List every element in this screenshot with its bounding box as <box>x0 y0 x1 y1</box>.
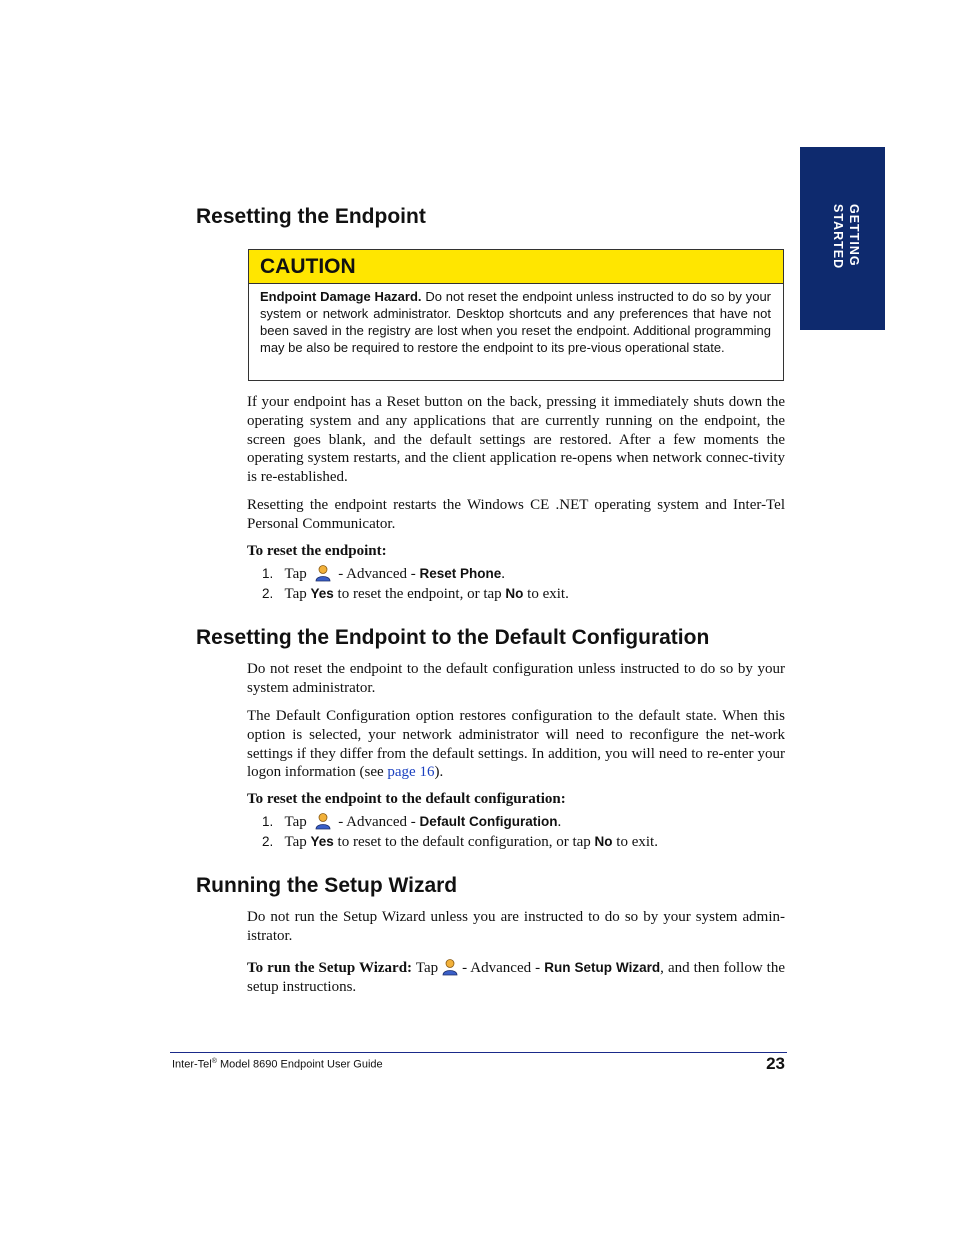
paragraph-text: ). <box>434 764 444 781</box>
paragraph-text: The Default Configuration option restores configuration to the default state. When this option is selected, your network administrator will need to reconfigure the net-work settings if they differ from the default settings. In addition, you will need to re-enter your logon information (see <box>247 708 785 781</box>
reset-step-1 <box>262 564 505 583</box>
ui-default-configuration: Default Configuration <box>419 814 558 829</box>
page-number: 23 <box>766 1054 785 1073</box>
side-tab-line2: STARTED <box>831 204 845 270</box>
caution-lead: Endpoint Damage Hazard. <box>260 289 422 304</box>
caution-box <box>248 249 784 381</box>
step-text: Tap <box>284 814 307 830</box>
heading-default-configuration: Resetting the Endpoint to the Default Configuration <box>196 626 710 649</box>
default-config-warning: Do not reset the endpoint to the default configuration unless instructed to do so by your system administrator. <box>247 661 785 696</box>
step-text: to reset the endpoint, or tap <box>337 586 502 602</box>
step-text: . <box>557 814 562 830</box>
caution-title: CAUTION <box>249 250 783 284</box>
default-step-2 <box>262 833 658 851</box>
procedure-heading-reset: To reset the endpoint: <box>247 543 387 559</box>
procedure-heading-default: To reset the endpoint to the default configuration: <box>247 791 566 807</box>
heading-setup-wizard: Running the Setup Wizard <box>196 874 458 897</box>
footer-guide-name: Model 8690 Endpoint User Guide <box>216 1058 383 1071</box>
person-icon <box>441 958 459 976</box>
step-text: - Advanced - <box>338 566 416 582</box>
step-number: 1. <box>262 814 274 829</box>
setup-wizard-instructions <box>247 958 785 997</box>
paragraph-text: , and then follow the setup instructions. <box>247 960 786 995</box>
registered-mark: ® <box>211 1058 217 1065</box>
default-config-description <box>247 707 785 782</box>
setup-wizard-lead: To run the Setup Wizard: <box>247 960 413 976</box>
ui-no: No <box>505 586 524 601</box>
step-number: 2. <box>262 834 274 849</box>
reset-restarts-note: Resetting the endpoint restarts the Windows CE .NET operating system and Inter-Tel Personal Communicator. <box>247 497 785 532</box>
step-text: Tap <box>284 586 307 602</box>
step-text: - Advanced - <box>338 814 416 830</box>
step-text: . <box>501 566 506 582</box>
reset-description: If your endpoint has a Reset button on the back, pressing it immediately shuts down the operating system and any applications that are currently running on the endpoint, the screen goes blank, and the default settings are restored. After a few moments the operating system restarts, and the client application re-opens when network connec-tivity is re-established. <box>247 394 785 486</box>
footer-rule <box>170 1052 787 1053</box>
ui-reset-phone: Reset Phone <box>419 566 502 581</box>
footer-title <box>172 1058 383 1071</box>
step-text: to exit. <box>527 586 569 602</box>
ui-run-setup-wizard: Run Setup Wizard <box>544 960 661 975</box>
section-side-tab <box>800 147 885 330</box>
ui-yes: Yes <box>310 834 334 849</box>
side-tab-line1: GETTING <box>847 204 861 267</box>
side-tab-label <box>830 204 862 269</box>
step-text: to exit. <box>616 834 658 850</box>
page-16-link[interactable]: page 16 <box>387 764 435 781</box>
default-step-1 <box>262 812 561 831</box>
footer-brand: Inter-Tel <box>172 1058 212 1071</box>
ui-no: No <box>594 834 613 849</box>
setup-wizard-warning: Do not run the Setup Wizard unless you are instructed to do so by your system admin-istrator. <box>247 909 785 944</box>
ui-yes: Yes <box>310 586 334 601</box>
step-number: 1. <box>262 566 274 581</box>
step-number: 2. <box>262 586 274 601</box>
reset-step-2 <box>262 585 569 603</box>
person-icon <box>314 812 332 830</box>
paragraph-text: - Advanced - <box>462 960 541 976</box>
caution-text: Do not reset the endpoint unless instructed to do so by your system or network administrator. Desktop shortcuts and any preferences that have not been saved in the registry are lost when you reset the endpoint. Additional programming may be also be required to restore the endpoint to its pre-vious operational state. <box>260 289 772 355</box>
heading-resetting-endpoint: Resetting the Endpoint <box>196 205 426 228</box>
paragraph-text: Tap <box>415 960 439 976</box>
step-text: to reset to the default configuration, or tap <box>337 834 591 850</box>
caution-body <box>249 284 783 356</box>
step-text: Tap <box>284 566 307 582</box>
person-icon <box>314 564 332 582</box>
step-text: Tap <box>284 834 307 850</box>
